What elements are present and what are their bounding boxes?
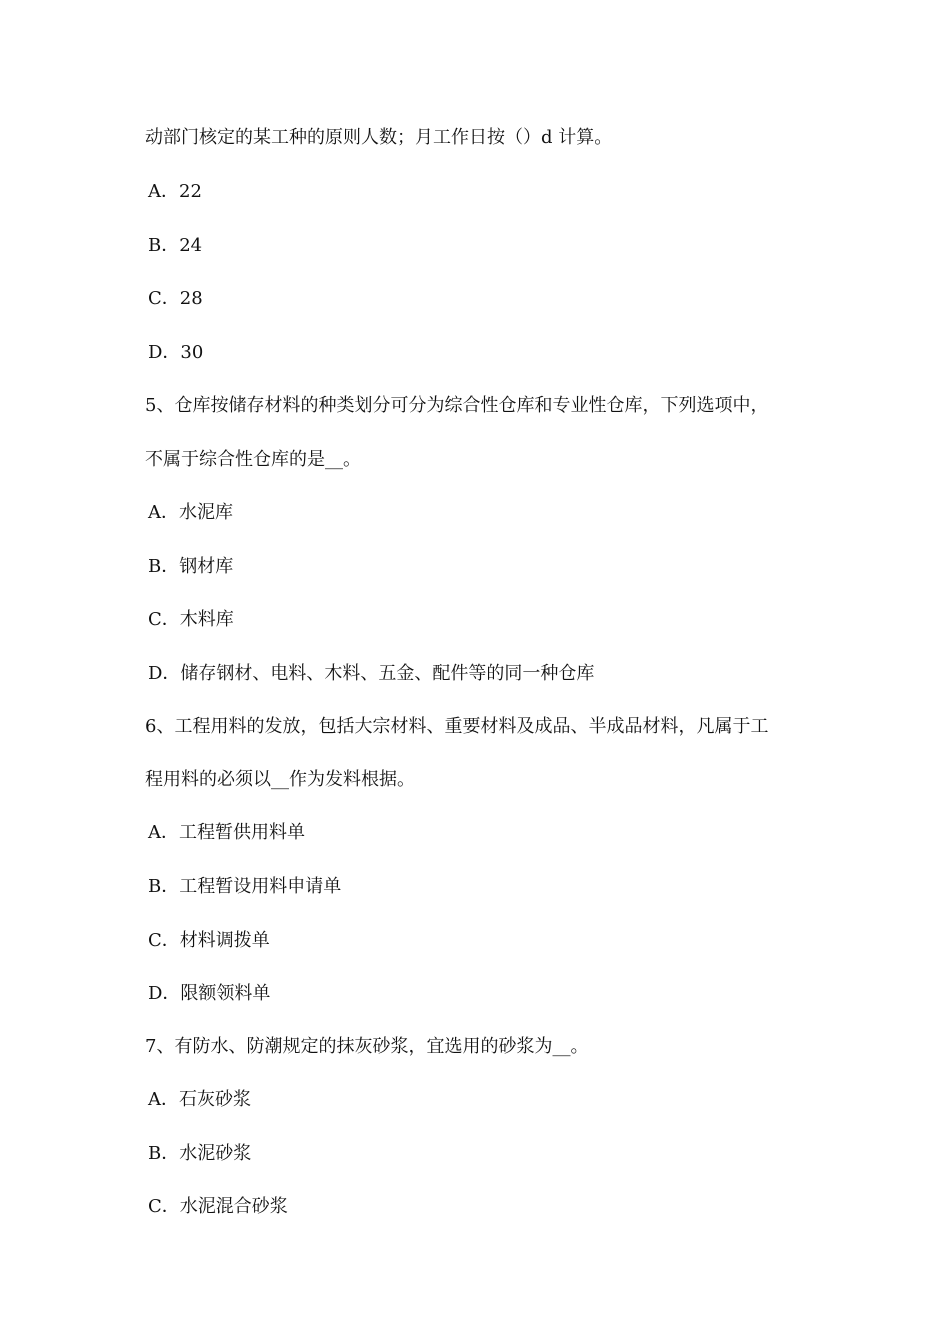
question-6-stem-line1: 6、工程用料的发放，包括大宗材料、重要材料及成品、半成品材料，凡属于工 <box>145 716 769 737</box>
q7-option-c: C．水泥混合砂浆 <box>148 1196 288 1217</box>
q6-option-a: A．工程暂供用料单 <box>148 822 305 843</box>
q7-option-a: A．石灰砂浆 <box>148 1089 251 1110</box>
q4-option-d: D．30 <box>148 342 204 363</box>
q5-option-a: A．水泥库 <box>148 502 233 523</box>
q4-option-c: C．28 <box>148 288 203 309</box>
q4-option-a: A．22 <box>148 181 202 202</box>
question-4-continuation: 动部门核定的某工种的原则人数；月工作日按（）d 计算。 <box>145 127 613 148</box>
q5-option-b: B．钢材库 <box>148 556 234 577</box>
question-5-stem-line2: 不属于综合性仓库的是__。 <box>145 449 361 470</box>
q6-option-b: B．工程暂设用料申请单 <box>148 876 342 897</box>
q5-option-c: C．木料库 <box>148 609 234 630</box>
q6-option-d: D．限额领料单 <box>148 983 271 1004</box>
q6-option-c: C．材料调拨单 <box>148 930 270 951</box>
question-7-stem-line1: 7、有防水、防潮规定的抹灰砂浆，宜选用的砂浆为__。 <box>145 1036 589 1057</box>
q5-option-d: D．储存钢材、电料、木料、五金、配件等的同一种仓库 <box>148 663 595 684</box>
question-6-stem-line2: 程用料的必须以__作为发料根据。 <box>145 769 415 790</box>
q4-option-b: B．24 <box>148 235 203 256</box>
question-5-stem-line1: 5、仓库按储存材料的种类划分可分为综合性仓库和专业性仓库，下列选项中， <box>145 395 769 416</box>
q7-option-b: B．水泥砂浆 <box>148 1143 252 1164</box>
